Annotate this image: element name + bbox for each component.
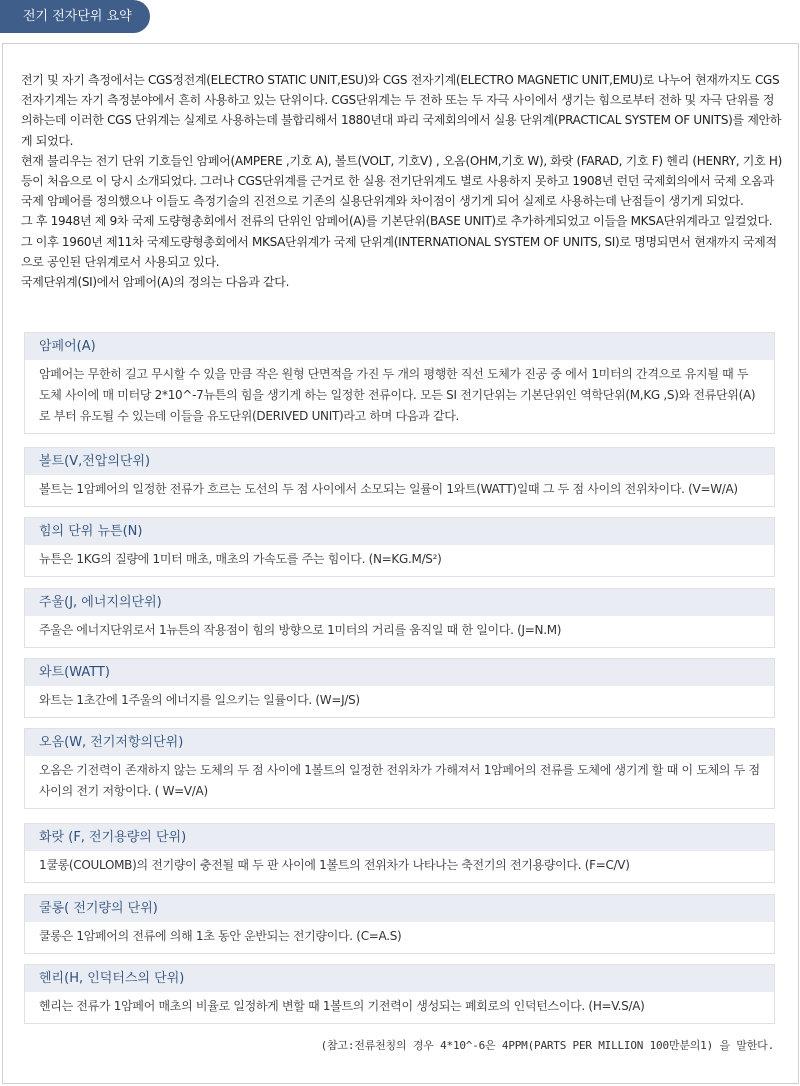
section-body: 뉴튼은 1KG의 질량에 1미터 매초, 매초의 가속도를 주는 힘이다. (N=KG.M/S²) bbox=[39, 552, 442, 566]
section-newton bbox=[24, 517, 775, 577]
section-title: 볼트(V,전압의단위) bbox=[25, 448, 774, 475]
intro-paragraph: 현재 불리우는 전기 단위 기호들인 암페어(AMPERE ,기호 A), 볼트(VOLT, 기호V) , 오옴(OHM,기호 W), 화랏 (FARAD, 기호 F) 헨리 (HENRY, 기호 H)등이 처음으로 이 당시 소개되었다. 그러나 CGS단위계를 근거로 한 실용 전기단위계도 별로 사용하지 못하고 1908년 런던 국제회의에서 국제 오옴과 국제 암페어를 정의했으나 이들도 측정기술의 진전으로 기존의 실용단위계와 차이점이 생기게 되어 실제로 사용하는데 난점들이 생기게 되었다. bbox=[21, 153, 782, 209]
section-title: 힘의 단위 뉴튼(N) bbox=[25, 518, 774, 545]
section-farad bbox=[24, 823, 775, 883]
section-body: 와트는 1초간에 1주울의 에너지를 일으키는 일률이다. (W=J/S) bbox=[39, 693, 360, 707]
section-title: 오옴(W, 전기저항의단위) bbox=[25, 729, 774, 756]
section-body: 암페어는 무한히 길고 무시할 수 있을 만큼 작은 원형 단면적을 가진 두 개의 평행한 직선 도체가 진공 중 에서 1미터의 간격으로 유지될 때 두 도체 사이에 매 미터당 2*10^-7뉴튼의 힘을 생기게 하는 일정한 전류이다. 모든 SI 전기단위는 기본단위인 역학단위(M,KG ,S)와 전류단위(A)로 부터 유도될 수 있는데 이들을 유도단위(DERIVED UNIT)라고 하며 다음과 같다. bbox=[39, 367, 756, 423]
intro-paragraph: 국제단위계(SI)에서 암페어(A)의 정의는 다음과 같다. bbox=[21, 275, 290, 290]
section-title: 암페어(A) bbox=[25, 333, 774, 360]
section-body: 쿨롱은 1암페어의 전류에 의해 1초 동안 운반되는 전기량이다. (C=A.S) bbox=[39, 929, 402, 943]
section-title: 쿨롱( 전기량의 단위) bbox=[25, 895, 774, 922]
section-body: 1쿨롱(COULOMB)의 전기량이 충전될 때 두 판 사이에 1볼트의 전위차가 나타나는 축전기의 전기용량이다. (F=C/V) bbox=[39, 858, 630, 872]
section-title: 와트(WATT) bbox=[25, 659, 774, 686]
section-title: 헨리(H, 인덕터스의 단위) bbox=[25, 965, 774, 992]
intro-paragraph: 그 후 1948년 제 9차 국제 도량형총회에서 전류의 단위인 암페어(A)를 기본단위(BASE UNIT)로 추가하게되었고 이들을 MKSA단위계라고 일컬었다. 그 이후 1960년 제11차 국제도량형총회에서 MKSA단위계가 국제 단위계(INTERNATIONAL SYSTEM OF UNITS, SI)로 명명되면서 현재까지 국제적으로 공인된 단위계로서 사용되고 있다. bbox=[21, 214, 777, 269]
section-title: 화랏 (F, 전기용량의 단위) bbox=[25, 824, 774, 851]
section-volt bbox=[24, 447, 775, 507]
section-body: 주울은 에너지단위로서 1뉴튼의 작용점이 힘의 방향으로 1미터의 거리를 움직일 때 한 일이다. (J=N.M) bbox=[39, 623, 562, 637]
section-body: 헨리는 전류가 1암페어 매초의 비율로 일정하게 변할 때 1볼트의 기전력이 생성되는 폐회로의 인덕턴스이다. (H=V.S/A) bbox=[39, 999, 645, 1013]
content-panel bbox=[2, 43, 799, 1084]
page-title-tab: 전기 전자단위 요약 bbox=[0, 0, 150, 33]
section-body: 오옴은 기전력이 존재하지 않는 도체의 두 점 사이에 1볼트의 일정한 전위차가 가해져서 1암페어의 전류를 도체에 생기게 할 때 이 도체의 두 점 사이의 전기 저항이다. ( W=V/A) bbox=[39, 763, 760, 798]
section-title: 주울(J, 에너지의단위) bbox=[25, 589, 774, 616]
intro-paragraph: 전기 및 자기 측정에서는 CGS정전계(ELECTRO STATIC UNIT,ESU)와 CGS 전자기계(ELECTRO MAGNETIC UNIT,EMU)로 나누어 현재까지도 CGS 전자기계는 자기 측정분야에서 흔히 사용하고 있는 단위이다. CGS단위계는 두 전하 또는 두 자극 사이에서 생기는 힘으로부터 전하 및 자극 단위를 정의하는데 이러한 CGS 단위계는 실제로 사용하는데 불합리해서 1880년대 파리 국제회의에서 실용 단위계(PRACTICAL SYSTEM OF UNITS)를 제안하게 되었다. bbox=[21, 73, 782, 148]
section-joule bbox=[24, 588, 775, 648]
section-ampere bbox=[24, 332, 775, 434]
section-watt bbox=[24, 658, 775, 718]
section-coulomb bbox=[24, 894, 775, 954]
reference-note: (참고:전류천칭의 경우 4*10^-6은 4PPM(PARTS PER MILLION 100만분의1) 을 말한다. bbox=[320, 1039, 774, 1052]
section-body: 볼트는 1암페어의 일정한 전류가 흐르는 도선의 두 점 사이에서 소모되는 일률이 1와트(WATT)일때 그 두 점 사이의 전위차이다. (V=W/A) bbox=[39, 482, 738, 496]
section-ohm bbox=[24, 728, 775, 809]
section-henry bbox=[24, 964, 775, 1024]
intro-text bbox=[21, 70, 783, 292]
